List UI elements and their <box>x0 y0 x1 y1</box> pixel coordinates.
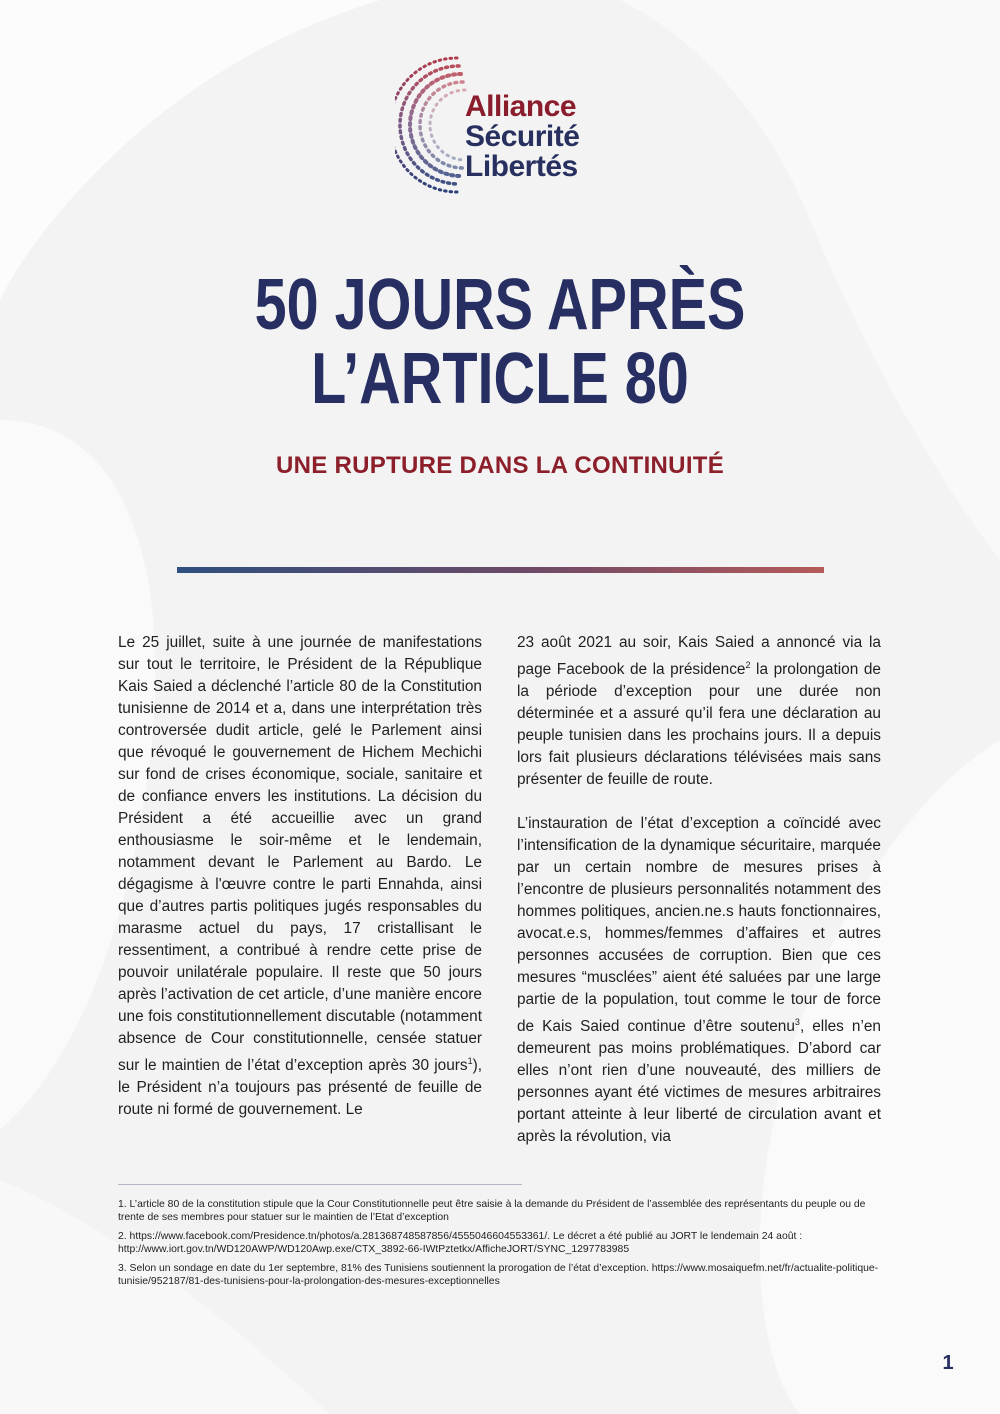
paragraph-text: , elles n’en demeurent pas moins problématiques. D’abord car elles n’ont rien d’une nouveauté, des milliers de personnes ayant été victimes de mesures arbitraires portant atteinte à leur liberté de circulation avant et après la révolution, via <box>517 1018 881 1146</box>
paragraph-text: 23 août 2021 au soir, Kais Saied a annoncé via la page Facebook de la présidence <box>517 634 881 679</box>
logo-line-alliance: Alliance <box>465 90 577 123</box>
page-title <box>100 265 900 419</box>
title-line-2: L’ARTICLE 80 <box>311 339 689 419</box>
footnote-ref[interactable]: 1 <box>467 1056 473 1066</box>
footnote-1: 1. L’article 80 de la constitution stipule que la Cour Constitutionnelle peut être saisie à la demande du Président de l’assemblée des représentants du peuple ou de trente de ses membres pour statuer sur le maintien de l’Etat d’exception <box>118 1199 866 1223</box>
paragraph <box>517 632 881 791</box>
footnote-2: 2. https://www.facebook.com/Presidence.tn/photos/a.281368748587856/4555046604553361/. Le décret a été publié au JORT le lendemain 24 août : http://www.iort.gov.tn/WD120AWP/WD120Awp.exe/CTX_3892-66-IWtPztetkx/AfficheJORT/SYNC_1297783985 <box>118 1231 803 1255</box>
logo-line-securite: Sécurité <box>465 120 580 153</box>
footnote-ref[interactable]: 2 <box>745 660 751 670</box>
logo-wordmark <box>465 92 579 182</box>
title-line-1: 50 JOURS APRÈS <box>254 265 746 345</box>
body-column-left <box>118 632 482 1143</box>
page-number: 1 <box>942 1352 954 1374</box>
paragraph <box>517 813 881 1148</box>
paragraph-text: Le 25 juillet, suite à une journée de manifestations sur tout le territoire, le Président de la République Kais Saied a déclenché l’article 80 de la Constitution tunisienne de 2014 et a, dans une interprétation très controversée dudit article, gelé le Parlement ainsi que révoqué le gouvernement de Hichem Mechichi sur fond de crises économique, sociale, sanitaire et de confiance envers les institutions. La décision du Président a été accueillie avec un grand enthousiasme le soir-même et le lendemain, notamment devant le Parlement au Bardo. Le dégagisme à l'œuvre contre le parti Ennahda, ainsi que d’autres partis politiques jugés responsables du marasme actuel du pays, 17 cristallisant le ressentiment, a contribué à rendre cette prise de pouvoir unilatérale populaire. Il reste que 50 jours après l’activation de cet article, d’une manière encore une fois constitutionnellement discutable (notamment absence de Cour constitutionnelle, censée statuer sur le maintien de l’état d’exception après 30 jours <box>118 634 482 1075</box>
gradient-divider <box>177 567 824 573</box>
footnote-ref[interactable]: 3 <box>794 1017 800 1028</box>
logo-line-libertes: Libertés <box>465 150 578 183</box>
body-column-right <box>517 632 881 1170</box>
footnote-separator <box>118 1184 522 1185</box>
page-subtitle: UNE RUPTURE DANS LA CONTINUITÉ <box>275 452 725 479</box>
organization-logo <box>395 50 610 200</box>
paragraph-text: L’instauration de l’état d’exception a coïncidé avec l’intensification de la dynamique sécuritaire, marquée par un certain nombre de mesures prises à l’encontre de plusieurs personnalités notamment des hommes politiques, ancien.ne.s hauts fonctionnaires, avocat.e.s, hommes/femmes d’affaires et autres personnes accusées de corruption. Bien que ces mesures “musclées” aient été saluées par une large partie de la population, tout comme le tour de force de Kais Saied continue d’être soutenu <box>517 815 881 1036</box>
paragraph-text: la prolongation de la période d’exception pour une durée non déterminée et a assuré qu’il fera une déclaration au peuple tunisien dans les prochains jours. Il a depuis lors fait plusieurs déclarations télévisées mais sans présenter de feuille de route. <box>517 661 881 789</box>
footnote-3: 3. Selon un sondage en date du 1er septembre, 81% des Tunisiens soutiennent la prorogation de l’état d’exception. https://www.mosaiquefm.net/fr/actualite-politique-tunisie/952187/81-des-tunisiens-pour-la-prolongation-des-mesures-exceptionnelles <box>118 1263 879 1287</box>
paragraph <box>118 632 482 1121</box>
paragraph-text: ), le Président n’a toujours pas présenté de feuille de route ni formé de gouvernement. Le <box>118 1057 482 1119</box>
footnotes <box>118 1198 888 1294</box>
